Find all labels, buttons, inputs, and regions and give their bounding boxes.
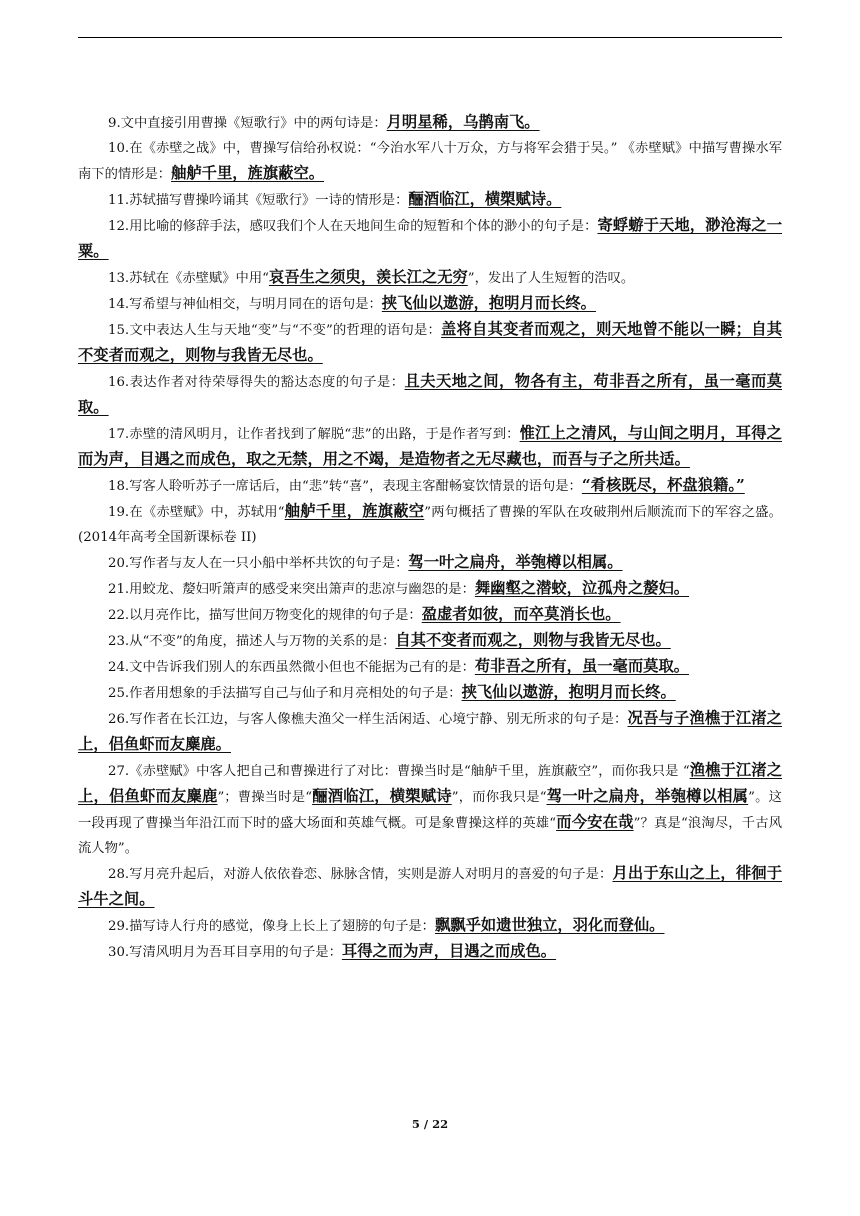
question-text: 26.写作者在长江边，与客人像樵夫渔父一样生活闲适、心境宁静、别无所求的句子是： <box>108 712 628 727</box>
answer-text: 耳得之而为声，目遇之而成色。 <box>341 942 557 960</box>
question-text: 21.用蛟龙、嫠妇听箫声的感受来突出箫声的悲凉与幽怨的是： <box>108 582 475 597</box>
question-item <box>78 136 782 187</box>
answer-text: 自其不变者而观之，则物与我皆无尽也。 <box>395 631 671 649</box>
answer-text: 况吾与子渔樵于江渚之上，侣鱼虾而友麋鹿。 <box>78 709 782 753</box>
question-item <box>78 758 782 861</box>
question-item <box>78 576 782 602</box>
answer-text: 舳舻千里，旌旗蔽空。 <box>171 164 325 182</box>
question-item <box>78 473 782 499</box>
question-item <box>78 291 782 317</box>
question-text: ”两句概括了曹操的军队在攻破荆州后顺流而下的军容之盛。(2014年高考全国新课标卷 II) <box>78 505 782 545</box>
question-text: 24.文中告诉我们别人的东西虽然微小但也不能据为己有的是： <box>108 660 475 675</box>
answer-text: “肴核既尽，杯盘狼籍。” <box>581 476 745 494</box>
question-text: 9.文中直接引用曹操《短歌行》中的两句诗是： <box>108 116 387 131</box>
question-list <box>78 110 782 965</box>
answer-text: 渔樵于江渚之上，侣鱼虾而友麋鹿 <box>78 761 782 805</box>
question-text: 29.描写诗人行舟的感觉，像身上长上了翅膀的句子是： <box>108 919 435 934</box>
question-text: ”；曹操当时是“ <box>217 790 313 805</box>
question-text: 14.写希望与神仙相交，与明月同在的语句是： <box>108 297 382 312</box>
question-item <box>78 317 782 369</box>
question-item <box>78 213 782 265</box>
question-item <box>78 499 782 550</box>
answer-text: 盈虚者如彼，而卒莫消长也。 <box>421 605 621 623</box>
header-rule <box>78 37 782 38</box>
question-item <box>78 654 782 680</box>
question-item <box>78 110 782 136</box>
question-text: 11.苏轼描写曹操吟诵其《短歌行》一诗的情形是： <box>108 193 409 208</box>
question-text: ”，而你我只是“ <box>451 790 547 805</box>
question-text: ”？真是“浪淘尽，千古风流人物”。 <box>78 816 782 856</box>
question-item <box>78 939 782 965</box>
question-text: 30.写清风明月为吾耳目享用的句子是： <box>108 945 342 960</box>
question-text: 17.赤壁的清风明月，让作者找到了解脱“悲”的出路，于是作者写到： <box>108 427 520 442</box>
question-text: 22.以月亮作比，描写世间万物变化的规律的句子是： <box>108 608 422 623</box>
question-item <box>78 861 782 913</box>
answer-text: 驾一叶之扁舟，举匏樽以相属 <box>546 787 749 805</box>
answer-text: 驾一叶之扁舟，举匏樽以相属。 <box>408 553 623 571</box>
question-item <box>78 421 782 473</box>
question-item <box>78 706 782 758</box>
page-number: 5 / 22 <box>411 1117 449 1131</box>
answer-text: 且夫天地之间，物各有主，苟非吾之所有，虽一毫而莫取。 <box>78 372 782 416</box>
answer-text: 酾酒临江，横槊赋诗。 <box>408 190 562 208</box>
answer-text: 而今安在哉 <box>556 813 634 831</box>
question-text: 19.在《赤壁赋》中，苏轼用“ <box>108 505 285 520</box>
answer-text: 舞幽壑之潜蛟，泣孤舟之嫠妇。 <box>474 579 690 597</box>
answer-text: 惟江上之清风，与山间之明月，耳得之而为声，目遇之而成色，取之无禁，用之不竭，是造物者之无尽藏也，而吾与子之所共适。 <box>78 424 782 468</box>
question-text: ”，发出了人生短暂的浩叹。 <box>467 271 635 286</box>
answer-text: 酾酒临江，横槊赋诗 <box>312 787 452 805</box>
question-item <box>78 187 782 213</box>
question-text: 25.作者用想象的手法描写自己与仙子和月亮相处的句子是： <box>108 686 462 701</box>
question-text: 16.表达作者对待荣辱得失的豁达态度的句子是： <box>108 375 405 390</box>
question-item <box>78 628 782 654</box>
answer-text: 挟飞仙以遨游，抱明月而长终。 <box>461 683 676 701</box>
question-text: 18.写客人聆听苏子一席话后，由“悲”转“喜”，表现主客酣畅宴饮情景的语句是： <box>108 479 582 494</box>
question-text: 10.在《赤壁之战》中，曹操写信给孙权说：“今治水军八十万众，方与将军会猎于吴。” 《赤壁赋》中描写曹操水军南下的情形是： <box>78 141 782 182</box>
question-text: 15.文中表达人生与天地“变”与“不变”的哲理的语句是： <box>108 323 442 338</box>
answer-text: 哀吾生之须臾，羡长江之无穷 <box>268 268 468 286</box>
question-item <box>78 913 782 939</box>
question-text: ”。这一段再现了曹操当年沿江而下时的盛大场面和英雄气概。可是象曹操这样的英雄“ <box>78 790 782 831</box>
answer-text: 月出于东山之上，徘徊于斗牛之间。 <box>78 864 782 908</box>
question-text: 28.写月亮升起后，对游人依依眷恋、脉脉含情，实则是游人对明月的喜爱的句子是： <box>108 867 613 882</box>
question-text: 23.从“不变”的角度，描述人与万物的关系的是： <box>108 634 396 649</box>
answer-text: 飘飘乎如遗世独立，羽化而登仙。 <box>434 916 665 934</box>
question-item <box>78 369 782 421</box>
question-text: 12.用比喻的修辞手法，感叹我们个人在天地间生命的短暂和个体的渺小的句子是： <box>108 219 598 234</box>
question-text: 27.《赤壁赋》中客人把自己和曹操进行了对比：曹操当时是“舳舻千里，旌旗蔽空”，而你我只是 “ <box>108 764 690 779</box>
question-item <box>78 680 782 706</box>
answer-text: 月明星稀，乌鹊南飞。 <box>386 113 540 131</box>
answer-text: 盖将自其变者而观之，则天地曾不能以一瞬；自其不变者而观之，则物与我皆无尽也。 <box>78 320 782 364</box>
question-item <box>78 550 782 576</box>
question-item <box>78 265 782 291</box>
question-text: 20.写作者与友人在一只小船中举杯共饮的句子是： <box>108 556 409 571</box>
answer-text: 挟飞仙以遨游，抱明月而长终。 <box>381 294 596 312</box>
answer-text: 寄蜉蝣于天地，渺沧海之一粟。 <box>78 216 782 260</box>
question-item <box>78 602 782 628</box>
answer-text: 苟非吾之所有，虽一毫而莫取。 <box>474 657 690 675</box>
question-text: 13.苏轼在《赤壁赋》中用“ <box>108 271 269 286</box>
answer-text: 舳舻千里，旌旗蔽空 <box>284 502 425 520</box>
